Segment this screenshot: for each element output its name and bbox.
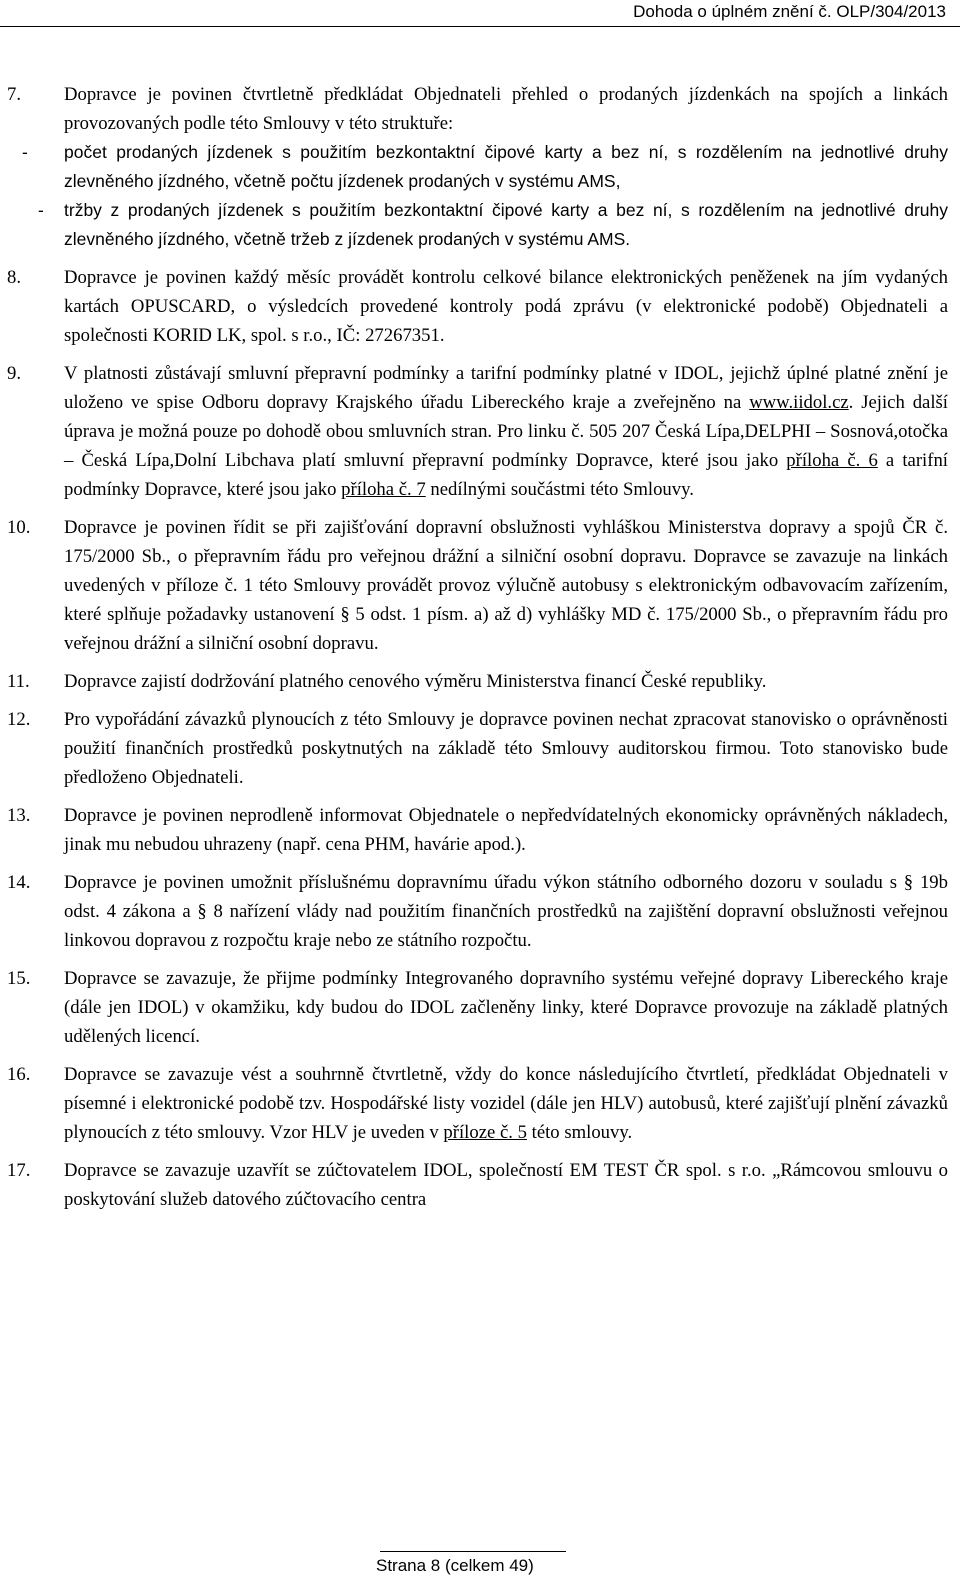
bullet-dash: - [22,142,28,162]
section-11 [0,667,960,696]
section-text: Dopravce se zavazuje, že přijme podmínky Integrovaného dopravního systému veřejné dopravy Libereckého kraje (dále jen IDOL) v okamžiku, kdy budou do IDOL začleněny linky, které Dopravce provozuje na základě platných udělených licencí. [64,968,948,1047]
section-text: Dopravce zajistí dodržování platného cenového výměru Ministerstva financí České republiky. [64,671,767,692]
section-number: 9. [7,363,22,384]
header-divider [0,26,960,27]
section-15 [0,964,960,1051]
document-body [0,80,960,1214]
section-text: a tarifní podmínky Dopravce, které jsou jako [64,450,948,500]
section-number: 8. [7,267,22,288]
section-13 [0,801,960,859]
section-number: 7. [7,84,22,105]
section-16 [0,1060,960,1147]
section-text: Dopravce je povinen čtvrtletně předkládat Objednateli přehled o prodaných jízdenkách na spojích a linkách provozovaných podle této Smlouvy v této struktuře: [64,84,948,134]
page-number: Strana 8 (celkem 49) [376,1556,534,1575]
section-8 [0,263,960,350]
section-number: 11. [7,671,30,692]
section-text: této smlouvy. [526,1122,633,1143]
section-9 [0,359,960,504]
section-number: 16. [7,1064,31,1085]
section-10 [0,513,960,658]
list-item-text: tržby z prodaných jízdenek s použitím bezkontaktní čipové karty a bez ní, s rozdělením na jednotlivé druhy zlevněného jízdného, včetně tržeb z jízdenek prodaných v systému AMS. [64,200,948,249]
section-number: 10. [7,517,31,538]
section-text: Pro vypořádání závazků plynoucích z této Smlouvy je dopravce povinen nechat zpracovat stanovisko o oprávněnosti použití finančních prostředků poskytnutých na základě této Smlouvy auditorskou firmou. Toto stanovisko bude předloženo Objednateli. [64,709,948,788]
section-text: Dopravce se zavazuje uzavřít se zúčtovatelem IDOL, společností EM TEST ČR spol. s r.o. „Rámcovou smlouvu o poskytování služeb datového zúčtovacího centra [64,1160,948,1210]
section-text: nedílnými součástmi této Smlouvy. [425,479,694,500]
list-item-text: počet prodaných jízdenek s použitím bezkontaktní čipové karty a bez ní, s rozdělením na jednotlivé druhy zlevněného jízdného, včetně počtu jízdenek prodaných v systému AMS, [64,142,948,191]
website-link[interactable]: www.iidol.cz [749,392,849,413]
section-number: 13. [7,805,31,826]
section-text: Dopravce je povinen každý měsíc provádět kontrolu celkové bilance elektronických peněženek na jím vydaných kartách OPUSCARD, o výsledcích provedené kontroly podá zprávu (v elektronické podobě) Objednateli a společnosti KORID LK, spol. s r.o., IČ: 27267351. [64,267,948,346]
document-header: Dohoda o úplném znění č. OLP/304/2013 [633,2,946,21]
attachment-ref-7[interactable]: příloha č. 7 [341,479,426,500]
section-number: 15. [7,968,31,989]
section-number: 14. [7,872,31,893]
section-17 [0,1156,960,1214]
list-item [0,196,960,254]
section-text: Dopravce je povinen řídit se při zajišťování dopravní obslužnosti vyhláškou Ministerstva dopravy a spojů ČR č. 175/2000 Sb., o přepravním řádu pro veřejnou drážní a silniční osobní dopravu. Dopravce se zavazuje na linkách uvedených v příloze č. 1 této Smlouvy provádět provoz výlučně autobusy s elektronickým odbavovacím zařízením, které splňuje požadavky ustanovení § 5 odst. 1 písm. a) až d) vyhlášky MD č. 175/2000 Sb., o přepravním řádu pro veřejnou drážní a silniční osobní dopravu. [64,517,948,654]
section-number: 12. [7,709,31,730]
footer-divider [380,1551,566,1552]
section-text: V platnosti zůstávají smluvní přepravní podmínky a tarifní podmínky platné v IDOL, jejichž úplné platné znění je uloženo ve spise Odboru dopravy Krajského úřadu Libereckého kraje a zveřejněno na [64,363,948,413]
section-7 [0,80,960,138]
section-text: Dopravce se zavazuje vést a souhrnně čtvrtletně, vždy do konce následujícího čtvrtletí, předkládat Objednateli v písemné i elektronické podobě tzv. Hospodářské listy vozidel (dále jen HLV) autobusů, které zajišťují plnění závazků plynoucích z této smlouvy. Vzor HLV je uveden v [64,1064,948,1143]
section-text: Dopravce je povinen umožnit příslušnému dopravnímu úřadu výkon státního odborného dozoru v souladu s § 19b odst. 4 zákona a § 8 nařízení vlády nad použitím finančních prostředků na zajištění dopravní obslužnosti veřejnou linkovou dopravou z rozpočtu kraje nebo ze státního rozpočtu. [64,872,948,951]
attachment-ref-6[interactable]: příloha č. 6 [786,450,878,471]
attachment-ref-5[interactable]: příloze č. 5 [443,1122,527,1143]
bullet-dash: - [38,200,44,220]
section-number: 17. [7,1160,31,1181]
section-14 [0,868,960,955]
section-text: . Jejich další úprava je možná pouze po dohodě obou smluvních stran. Pro linku č. 505 207 Česká Lípa,DELPHI – Sosnová,otočka – Česká Lípa,Dolní Libchava platí smluvní přepravní podmínky Dopravce, které jsou jako [64,392,948,471]
section-text: Dopravce je povinen neprodleně informovat Objednatele o nepředvídatelných ekonomicky oprávněných nákladech, jinak mu nebudou uhrazeny (např. cena PHM, havárie apod.). [64,805,948,855]
section-12 [0,705,960,792]
list-item [0,138,960,196]
